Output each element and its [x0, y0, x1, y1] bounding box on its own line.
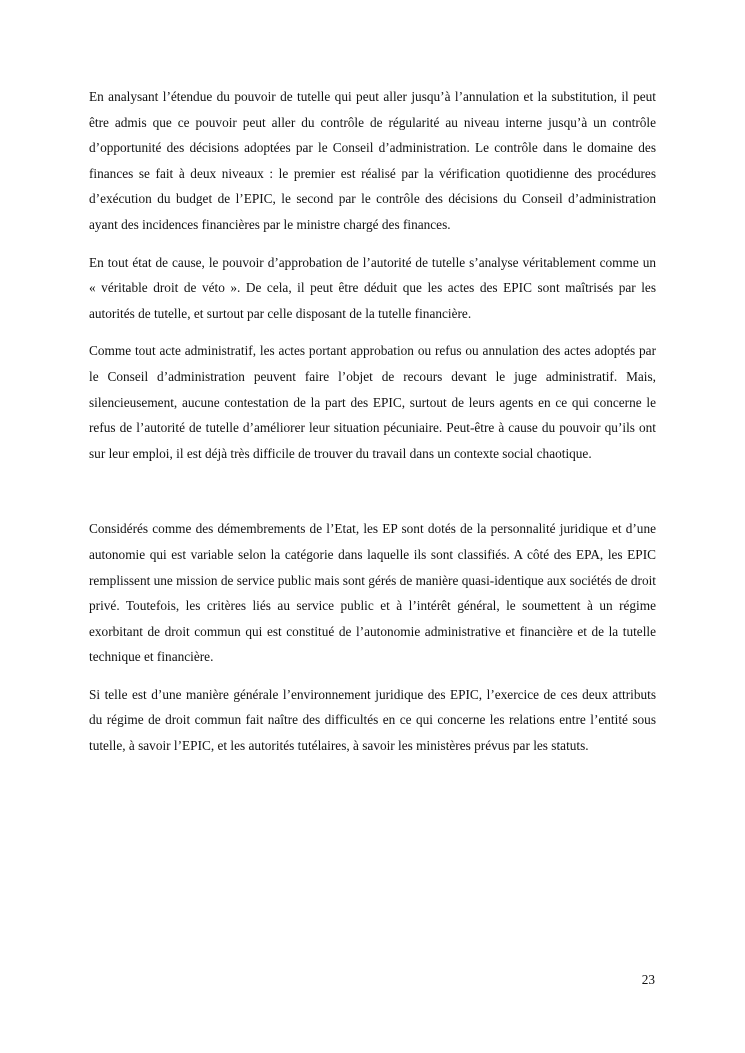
paragraph-conclusion-ep: Considérés comme des démembrements de l’Etat, les EP sont dotés de la personnalité juridique et d’une autonomie qui est variable selon la catégorie dans laquelle ils sont classifiés. A côté des EPA, les EPIC remplissent une mission de service public mais sont gérés de manière quasi-identique aux sociétés de droit privé. Toutefois, les critères liés au service public et à l’intérêt général, le soumettent à un régime exorbitant de droit commun qui est constitué de l’autonomie administrative et financière et de la tutelle technique et financière.	[89, 521, 656, 665]
page-number: 23	[641, 972, 655, 987]
paragraph-recours: Comme tout acte administratif, les actes portant approbation ou refus ou annulation des actes adoptés par le Conseil d’administration peuvent faire l’objet de recours devant le juge administratif. Mais, silencieusement, aucune contestation de la part des EPIC, surtout de leurs agents en ce qui concerne le refus de l’autorité de tutelle d’améliorer leur situation pécuniaire. Peut-être à cause du pouvoir qu’ils ont sur leur emploi, il est déjà très difficile de trouver du travail dans un contexte social chaotique.	[89, 343, 656, 461]
paragraph-environnement-juridique: Si telle est d’une manière générale l’environnement juridique des EPIC, l’exercice de ces deux attributs du régime de droit commun fait naître des difficultés en ce qui concerne les relations entre l’entité sous tutelle, à savoir l’EPIC, et les autorités tutélaires, à savoir les ministères prévus par les statuts.	[89, 686, 656, 754]
paragraph-tutelle-scope: En analysant l’étendue du pouvoir de tutelle qui peut aller jusqu’à l’annulation et la substitution, il peut être admis que ce pouvoir peut aller du contrôle de régularité au niveau interne jusqu’à un contrôle d’opportunité des décisions adoptées par le Conseil d’administration. Le contrôle dans le domaine des finances se fait à deux niveaux : le premier est réalisé par la vérification quotidienne des procédures d’exécution du budget de l’EPIC, le second par le contrôle des décisions du Conseil d’administration ayant des incidences financières par le ministre chargé des finances.	[89, 89, 656, 232]
paragraph-droit-de-veto: En tout état de cause, le pouvoir d’approbation de l’autorité de tutelle s’analyse véritablement comme un « véritable droit de véto ». De cela, il peut être déduit que les actes des EPIC sont maîtrisés par les autorités de tutelle, et surtout par celle disposant de la tutelle financière.	[89, 254, 656, 321]
document-body	[89, 84, 656, 759]
